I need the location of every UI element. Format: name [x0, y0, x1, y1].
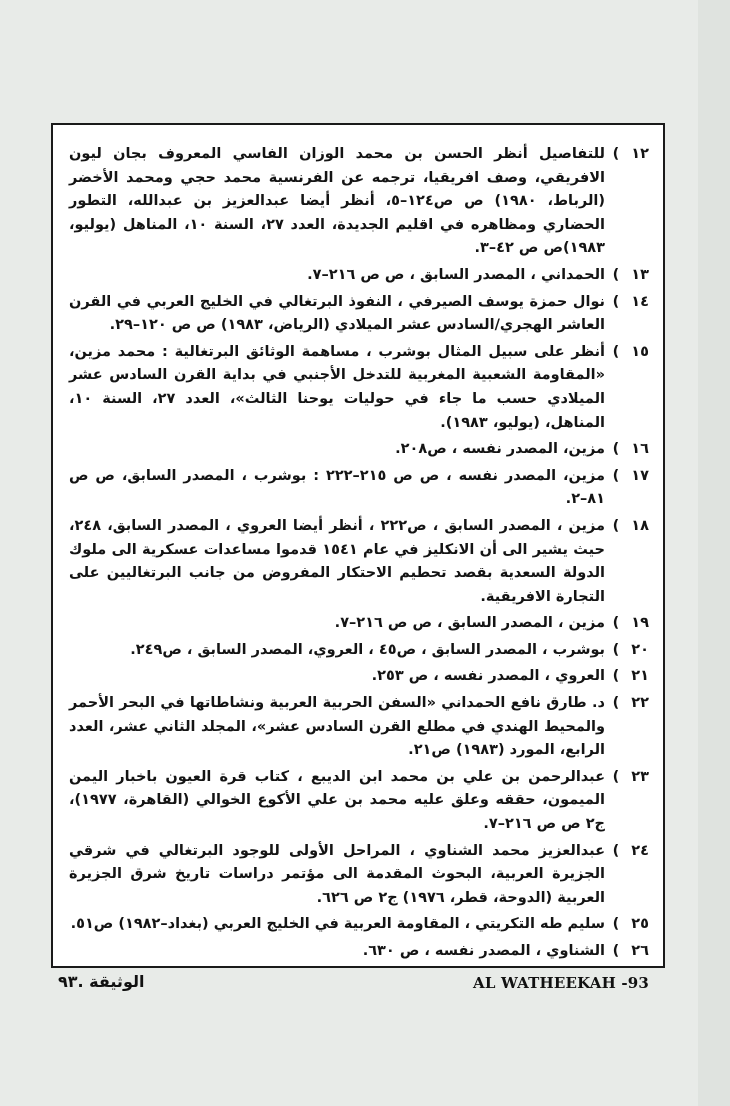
footnote-number: ٢٤)	[612, 842, 649, 859]
footnote-21	[69, 665, 649, 689]
footnote-number: ١٥)	[612, 343, 649, 360]
footnote-text: مزين ، المصدر السابق ، ص٢٢٢ ، أنظر أيضا العروي ، المصدر السابق، ٢٤٨، حيث يشير الى أن الانكليز في عام ١٥٤١ قدموا مساعدات عسكرية الى ملوك الدولة السعدية بقصد تحطيم الاحتكار المفروض من جانب البرتغاليين على التجارة الافريقية.	[69, 517, 605, 605]
footnote-number: ١٧)	[612, 467, 649, 484]
footnote-text: نوال حمزة يوسف الصيرفي ، النفوذ البرتغالي في الخليج العربي في القرن العاشر الهجري/السادس عشر الميلادي (الرياض، ١٩٨٣) ص ص ١٢٠–٢٩.	[69, 293, 605, 334]
footnote-number: ١٦)	[612, 441, 649, 458]
footnote-number: ١٩)	[612, 615, 649, 632]
footnote-25	[69, 913, 649, 937]
footnote-text: الحمداني ، المصدر السابق ، ص ص ٢١٦–٧.	[307, 266, 605, 283]
footnote-14	[69, 291, 649, 338]
footnote-text: مزين ، المصدر السابق ، ص ص ٢١٦–٧.	[334, 615, 605, 632]
footnote-16	[69, 438, 649, 462]
footnote-15	[69, 341, 649, 435]
footnote-text: العروي ، المصدر نفسه ، ص ٢٥٣.	[371, 668, 605, 685]
footnote-text: الشناوي ، المصدر نفسه ، ص ٦٣٠.	[362, 943, 605, 959]
footnote-text: عبدالعزيز محمد الشناوي ، المراحل الأولى للوجود البرتغالي في شرقي الجزيرة العربية، البحوث المقدمة الى مؤتمر دراسات تاريخ شرق الجزيرة العربية (الدوحة، قطر، ١٩٧٦) ج٢ ص ٦٢٦.	[69, 842, 605, 906]
footnote-22	[69, 692, 649, 763]
footnote-text: مزين، المصدر نفسه ، ص٢٠٨.	[395, 441, 605, 458]
footnote-number: ٢٣)	[612, 768, 649, 785]
footnote-12	[69, 143, 649, 261]
footnote-13	[69, 264, 649, 288]
footnote-text: د. طارق نافع الحمداني «السفن الحربية العربية ونشاطاتها في البحر الأحمر والمحيط الهندي في مطلع القرن السادس عشر»، المجلد الثاني عشر، العدد الرابع، المورد (١٩٨٣) ص٢١.	[69, 695, 605, 759]
footnote-text: للتفاصيل أنظر الحسن بن محمد الوزان الفاسي المعروف بجان ليون الافريقي، وصف افريقيا، ترجمه عن الفرنسية محمد حجي ومحمد الأخضر (الرباط، ١٩٨٠) ص ص١٢٤–٥، أنظر أيضا عبدالعزيز بن عبدالله، التطور الحضاري ومظاهره في اقليم الجديدة، العدد ٢٧، السنة ١٠، المناهل (يوليو، ١٩٨٣)ص ص ٤٢–٣.	[69, 146, 605, 257]
footnote-19	[69, 612, 649, 636]
footnote-number: ١٣)	[612, 266, 649, 283]
footnote-number: ٢٥)	[612, 916, 649, 933]
footnote-number: ٢٢)	[612, 695, 649, 712]
footnote-text: أنظر على سبيل المثال بوشرب ، مساهمة الوثائق البرتغالية : محمد مزين، «المقاومة الشعبية المغربية للتدخل الأجنبي في بداية القرن السادس عشر الميلادي حسب ما جاء في حوليات يوحنا الثالث»، العدد ٢٧، السنة ١٠، المناهل، (يوليو، ١٩٨٣).	[69, 343, 605, 431]
footer-arabic-page-label: الوثيقة .٩٣	[58, 972, 145, 991]
footnote-text: سليم طه التكريتي ، المقاومة العربية في الخليج العربي (بغداد–١٩٨٢) ص٥١.	[70, 916, 605, 933]
footnote-23	[69, 766, 649, 837]
footnote-26	[69, 940, 649, 964]
footnote-text: بوشرب ، المصدر السابق ، ص٤٥ ، العروي، المصدر السابق ، ص٢٤٩.	[130, 641, 605, 658]
footnote-text: عبدالرحمن بن علي بن محمد ابن الديبع ، كتاب قرة العيون باخبار اليمن الميمون، حققه وعلق عليه محمد بن علي الأكوع الخوالي (القاهرة، ١٩٧٧)، ج٢ ص ص ٢١٦–٧.	[69, 768, 605, 833]
footnote-text: مزين، المصدر نفسه ، ص ص ٢١٥–٢٢٢ : بوشرب ، المصدر السابق، ص ص ٨١–٢.	[69, 467, 605, 508]
footnote-17	[69, 465, 649, 512]
footnote-number: ٢٠)	[612, 641, 649, 658]
footnote-18	[69, 515, 649, 609]
footnote-number: ٢٦)	[612, 943, 649, 959]
footer-latin-page-label: AL WATHEEKAH -93	[473, 974, 650, 992]
footnote-20	[69, 639, 649, 663]
footnotes-frame	[51, 123, 665, 968]
footnote-24	[69, 840, 649, 911]
page-edge	[698, 0, 730, 1106]
footnote-number: ١٤)	[612, 293, 649, 310]
footnote-number: ٢١)	[612, 668, 649, 685]
footnote-number: ١٨)	[612, 517, 649, 534]
footnotes-list	[69, 143, 649, 967]
footnote-number: ١٢)	[612, 146, 649, 162]
